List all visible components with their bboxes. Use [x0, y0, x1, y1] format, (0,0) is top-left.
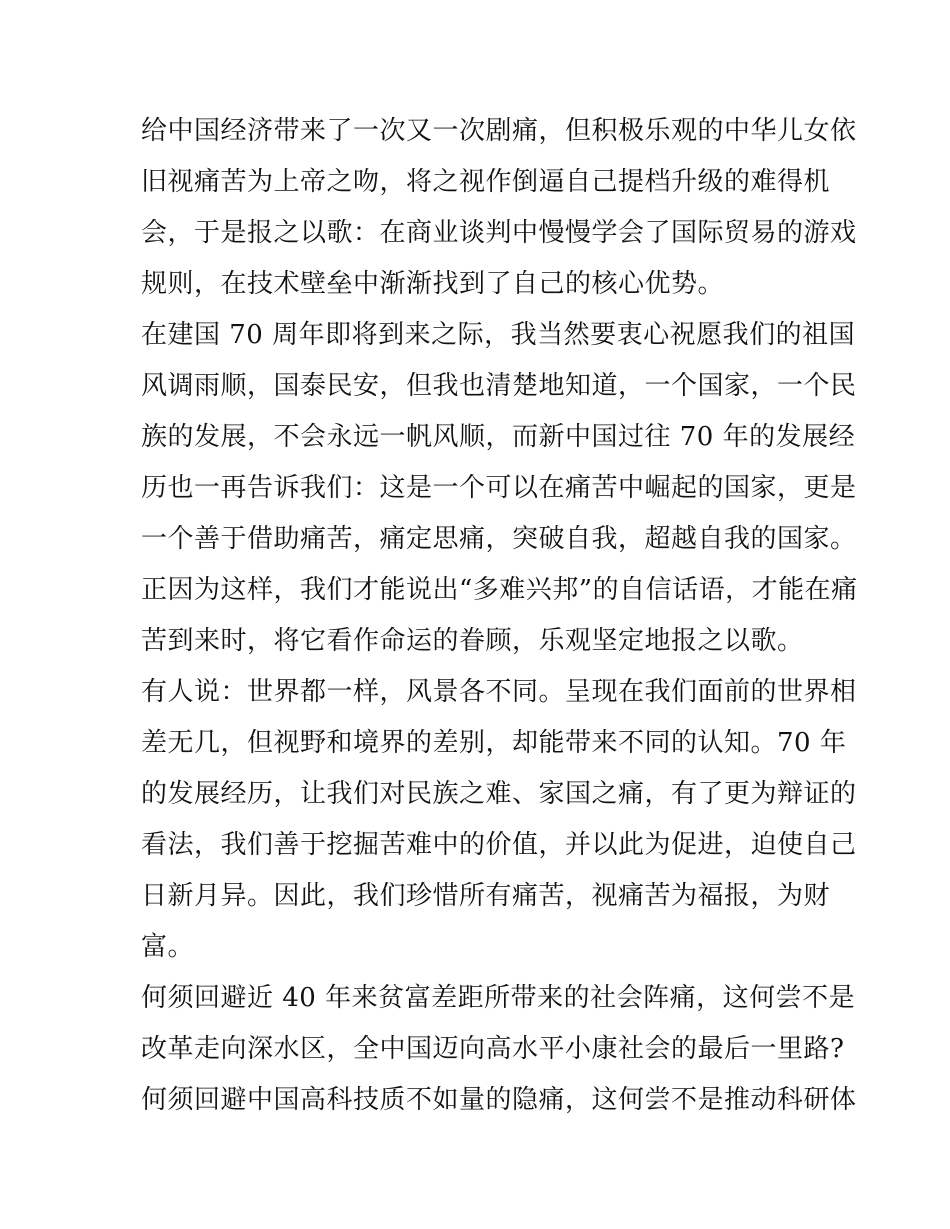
text-line: 旧视痛苦为上帝之吻，将之视作倒逼自己提档升级的难得机: [141, 167, 831, 197]
text-line: 的发展经历，让我们对民族之难、家国之痛，有了更为辩证的: [141, 779, 857, 809]
text-line: 族的发展，不会永远一帆风顺，而新中国过往 70 年的发展经: [141, 422, 856, 452]
text-line: 风调雨顺，国泰民安，但我也清楚地知道，一个国家，一个民: [141, 371, 857, 401]
body-text: [141, 106, 858, 1126]
text-line: 一个善于借助痛苦，痛定思痛，突破自我，超越自我的国家。: [141, 524, 857, 554]
text-line: 日新月异。因此，我们珍惜所有痛苦，视痛苦为福报，为财: [141, 881, 831, 911]
text-line: 改革走向深水区，全中国迈向高水平小康社会的最后一里路?: [141, 1034, 845, 1064]
text-line: 会，于是报之以歌：在商业谈判中慢慢学会了国际贸易的游戏: [141, 218, 857, 248]
text-line: 在建国 70 周年即将到来之际，我当然要衷心祝愿我们的祖国: [141, 320, 856, 350]
text-line: 给中国经济带来了一次又一次剧痛，但积极乐观的中华儿女依: [141, 116, 857, 146]
text-line: 历也一再告诉我们：这是一个可以在痛苦中崛起的国家，更是: [141, 473, 857, 503]
text-line: 正因为这样，我们才能说出“多难兴邦”的自信话语，才能在痛: [141, 575, 858, 605]
text-line: 何须回避中国高科技质不如量的隐痛，这何尝不是推动科研体: [141, 1085, 857, 1115]
text-line: 规则，在技术壁垒中渐渐找到了自己的核心优势。: [141, 269, 725, 299]
text-line: 差无几，但视野和境界的差别，却能带来不同的认知。70 年: [141, 728, 847, 758]
text-line: 看法，我们善于挖掘苦难中的价值，并以此为促进，迫使自己: [141, 830, 857, 860]
text-line: 苦到来时，将它看作命运的眷顾，乐观坚定地报之以歌。: [141, 626, 804, 656]
text-line: 何须回避近 40 年来贫富差距所带来的社会阵痛，这何尝不是: [141, 983, 856, 1013]
text-line: 有人说：世界都一样，风景各不同。呈现在我们面前的世界相: [141, 677, 857, 707]
text-line: 富。: [141, 932, 195, 962]
